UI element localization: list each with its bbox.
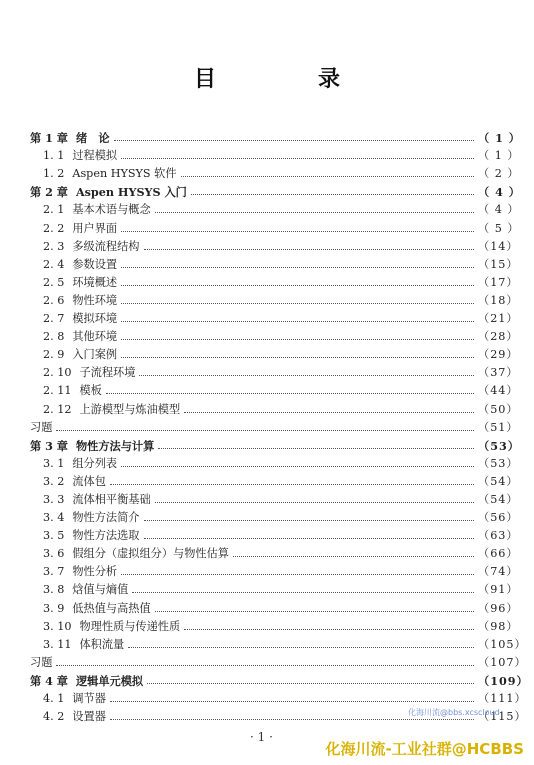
- dot-leader: [184, 628, 474, 630]
- toc-entry-page: （96）: [478, 601, 519, 615]
- toc-entry-title: 多级流程结构: [72, 239, 140, 253]
- toc-entry-page: （115）: [478, 710, 527, 724]
- toc-entry-title: 调节器: [72, 692, 106, 705]
- toc-entry-number: 2. 11: [43, 384, 72, 398]
- toc-entry-title: 流体相平衡基础: [72, 492, 151, 506]
- toc-entry-number: 3. 5: [43, 529, 65, 543]
- dot-leader: [114, 139, 474, 141]
- toc-entry-page: （107）: [478, 655, 527, 669]
- toc-entry-title: 逻辑单元模拟: [75, 673, 144, 688]
- toc-entry-title: 模板: [79, 384, 102, 398]
- toc-chapter-row[interactable]: [30, 127, 521, 146]
- toc-entry-title: 环境概述: [72, 275, 118, 289]
- toc-section-row[interactable]: [30, 308, 519, 326]
- toc-entry-number: 2. 10: [43, 366, 72, 380]
- toc-entry-number: 2. 9: [43, 348, 65, 362]
- toc-entry-number: 4. 2: [43, 710, 65, 724]
- dot-leader: [155, 610, 474, 612]
- toc-entry-page: （ 2 ）: [478, 167, 520, 181]
- toc-entry-number: 第 3 章: [30, 438, 68, 453]
- toc-entry-title: 子流程环境: [79, 366, 136, 380]
- dot-leader: [121, 573, 474, 575]
- dot-leader: [144, 248, 475, 250]
- toc-entry-page: （15）: [478, 257, 519, 271]
- toc-exercise-row[interactable]: [30, 417, 519, 435]
- toc-entry-title: 参数设置: [72, 257, 118, 271]
- dot-leader: [121, 465, 474, 467]
- toc-entry-number: 3. 2: [43, 474, 65, 488]
- toc-section-row[interactable]: [30, 362, 519, 380]
- toc-entry-page: （53）: [478, 438, 520, 453]
- toc-section-row[interactable]: [30, 489, 519, 507]
- toc-section-row[interactable]: [30, 254, 519, 272]
- toc-section-row[interactable]: [30, 688, 527, 706]
- toc-entry-title: 低热值与高热值: [72, 601, 151, 615]
- toc-entry-title: 设置器: [72, 710, 106, 724]
- toc-section-row[interactable]: [30, 597, 519, 615]
- toc-section-row[interactable]: [30, 199, 520, 217]
- toc-entry-number: 2. 7: [43, 312, 65, 326]
- toc-entry-number: 4. 1: [43, 692, 65, 705]
- toc-entry-page: （ 4 ）: [478, 203, 520, 217]
- toc-entry-number: 3. 11: [43, 637, 72, 651]
- toc-section-row[interactable]: [30, 525, 519, 543]
- toc-entry-page: （ 5 ）: [478, 221, 520, 235]
- toc-section-row[interactable]: [30, 145, 520, 163]
- toc-entry-number: 3. 6: [43, 547, 65, 561]
- toc-entry-page: （28）: [478, 330, 519, 344]
- dot-leader: [144, 537, 475, 539]
- toc-entry-number: 2. 8: [43, 330, 65, 344]
- toc-entry-page: （51）: [478, 420, 519, 434]
- toc-entry-title: 体积流量: [79, 637, 125, 651]
- toc-chapter-row[interactable]: [30, 435, 520, 453]
- toc-entry-number: 3. 9: [43, 601, 65, 615]
- dot-leader: [121, 338, 474, 340]
- dot-leader: [110, 718, 474, 720]
- dot-leader: [155, 211, 474, 213]
- dot-leader: [128, 646, 474, 648]
- toc-entry-page: （ 4 ）: [478, 185, 521, 200]
- toc-entry-page: （18）: [478, 293, 519, 307]
- toc-entry-page: （54）: [478, 492, 519, 506]
- toc-entry-page: （44）: [478, 384, 519, 398]
- watermark-big: 化海川流-工业社群@HCBBS: [325, 740, 524, 758]
- toc-entry-number: 2. 4: [43, 257, 65, 271]
- table-of-contents: [30, 127, 529, 724]
- toc-entry-page: （66）: [478, 547, 519, 561]
- toc-entry-page: （ 1 ）: [478, 131, 521, 146]
- toc-entry-number: 2. 6: [43, 293, 65, 307]
- toc-entry-title: 焓值与熵值: [72, 583, 129, 597]
- dot-leader: [121, 157, 474, 159]
- toc-entry-number: 2. 12: [43, 402, 72, 416]
- toc-section-row[interactable]: [30, 236, 519, 254]
- toc-entry-number: 1. 1: [43, 149, 65, 163]
- dot-leader: [233, 555, 474, 557]
- toc-entry-title: Aspen HYSYS 入门: [75, 185, 187, 200]
- toc-entry-number: 2. 5: [43, 275, 65, 289]
- dot-leader: [144, 519, 475, 521]
- toc-section-row[interactable]: [30, 163, 520, 181]
- toc-entry-number: 3. 3: [43, 492, 65, 506]
- toc-section-row[interactable]: [30, 543, 519, 561]
- toc-section-row[interactable]: [30, 561, 519, 579]
- page-folio: · 1 ·: [250, 730, 273, 744]
- toc-entry-title: 绪 论: [75, 131, 110, 146]
- dot-leader: [121, 320, 474, 322]
- toc-entry-title: 物性方法选取: [72, 529, 140, 543]
- toc-entry-page: （50）: [478, 402, 519, 416]
- toc-entry-title: 习题: [30, 655, 53, 669]
- toc-entry-title: 物性方法简介: [72, 511, 140, 525]
- dot-leader: [121, 356, 474, 358]
- toc-entry-title: 物性分析: [72, 565, 118, 579]
- toc-entry-title: 组分列表: [72, 456, 118, 470]
- toc-section-row[interactable]: [30, 290, 519, 308]
- page-title: 目 录: [193, 66, 380, 92]
- toc-entry-title: 入门案例: [72, 348, 118, 362]
- toc-entry-page: （29）: [478, 348, 519, 362]
- dot-leader: [181, 175, 474, 177]
- toc-entry-number: 2. 2: [43, 221, 65, 235]
- dot-leader: [158, 447, 474, 449]
- toc-entry-number: 3. 8: [43, 583, 65, 597]
- toc-entry-page: （17）: [478, 275, 519, 289]
- toc-entry-number: 2. 3: [43, 239, 65, 253]
- dot-leader: [106, 392, 474, 394]
- dot-leader: [56, 664, 474, 666]
- toc-entry-number: 3. 1: [43, 456, 65, 470]
- dot-leader: [121, 284, 474, 286]
- toc-entry-title: 基本术语与概念: [72, 203, 151, 217]
- toc-section-row[interactable]: [30, 579, 519, 597]
- watermark-small: 化海川流@bbs.xcscloud: [408, 708, 500, 717]
- dot-leader: [121, 266, 474, 268]
- toc-entry-title: 假组分（虚拟组分）与物性估算: [72, 547, 229, 561]
- toc-entry-title: 物性方法与计算: [75, 438, 155, 453]
- toc-exercise-row[interactable]: [30, 652, 527, 670]
- toc-chapter-row[interactable]: [30, 181, 521, 200]
- dot-leader: [110, 483, 474, 485]
- toc-entry-number: 第 2 章: [30, 185, 68, 200]
- toc-entry-page: （105）: [478, 637, 527, 651]
- toc-entry-page: （109）: [478, 673, 529, 688]
- toc-entry-page: （56）: [478, 511, 519, 525]
- dot-leader: [121, 302, 474, 304]
- toc-entry-page: （53）: [478, 456, 519, 470]
- toc-entry-page: （ 1 ）: [478, 149, 520, 163]
- toc-section-row[interactable]: [30, 634, 527, 652]
- dot-leader: [147, 682, 474, 684]
- dot-leader: [139, 374, 474, 376]
- dot-leader: [155, 501, 474, 503]
- toc-section-row[interactable]: [30, 471, 519, 489]
- toc-section-row[interactable]: [30, 217, 520, 235]
- toc-entry-page: （98）: [478, 619, 519, 633]
- toc-entry-number: 第 1 章: [30, 131, 68, 146]
- toc-entry-title: Aspen HYSYS 软件: [72, 167, 177, 181]
- toc-section-row[interactable]: [30, 398, 519, 416]
- toc-entry-number: 3. 7: [43, 565, 65, 579]
- dot-leader: [184, 411, 474, 413]
- toc-chapter-row[interactable]: [30, 670, 529, 688]
- toc-entry-title: 上游模型与炼油模型: [79, 402, 181, 416]
- toc-entry-number: 第 4 章: [30, 673, 68, 688]
- toc-entry-number: 3. 4: [43, 511, 65, 525]
- toc-entry-title: 物性环境: [72, 293, 118, 307]
- toc-section-row[interactable]: [30, 326, 519, 344]
- dot-leader: [56, 429, 474, 431]
- toc-section-row[interactable]: [30, 344, 519, 362]
- toc-section-row[interactable]: [30, 453, 519, 471]
- dot-leader: [132, 591, 474, 593]
- dot-leader: [121, 230, 474, 232]
- toc-entry-title: 用户界面: [72, 221, 118, 235]
- toc-entry-title: 流体包: [72, 474, 106, 488]
- toc-entry-title: 模拟环境: [72, 312, 118, 326]
- toc-entry-page: （74）: [478, 565, 519, 579]
- toc-entry-title: 物理性质与传递性质: [79, 619, 181, 633]
- toc-entry-page: （63）: [478, 529, 519, 543]
- toc-entry-page: （91）: [478, 583, 519, 597]
- toc-entry-number: 3. 10: [43, 619, 72, 633]
- toc-entry-page: （21）: [478, 312, 519, 326]
- toc-section-row[interactable]: [30, 380, 519, 398]
- toc-entry-title: 其他环境: [72, 330, 118, 344]
- toc-entry-number: 1. 2: [43, 167, 65, 181]
- toc-entry-page: （14）: [478, 239, 519, 253]
- dot-leader: [110, 700, 474, 702]
- toc-entry-title: 过程模拟: [72, 149, 118, 163]
- dot-leader: [191, 193, 474, 195]
- toc-entry-title: 习题: [30, 420, 53, 434]
- toc-entry-page: （37）: [478, 366, 519, 380]
- toc-section-row[interactable]: [30, 272, 519, 290]
- toc-section-row[interactable]: [30, 507, 519, 525]
- toc-entry-page: （111）: [478, 692, 527, 705]
- toc-entry-page: （54）: [478, 474, 519, 488]
- toc-entry-number: 2. 1: [43, 203, 65, 217]
- toc-section-row[interactable]: [30, 616, 519, 634]
